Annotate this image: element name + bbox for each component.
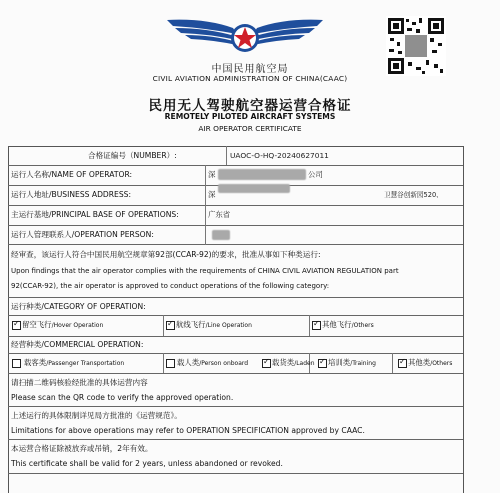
row-divider <box>8 353 463 354</box>
row-divider <box>8 373 463 374</box>
row-divider <box>8 473 463 474</box>
caac-wings-logo-icon <box>165 14 325 60</box>
validity-note-en: This certificate shall be valid for 2 years, unless abandoned or revoked. <box>11 459 283 468</box>
redacted-area <box>212 230 230 240</box>
business-address-suffix: 卫慧谷创新园520、 <box>384 191 443 199</box>
approval-statement-en-1: Upon findings that the air operator complies with the requirements of CHINA CIVIL AVIATION REGULATION part <box>11 267 399 275</box>
principal-base-label: 主运行基地/PRINCIPAL BASE OF OPERATIONS: <box>11 210 179 219</box>
qr-note-en: Please scan the QR code to verify the approved operation. <box>11 393 234 402</box>
commercial-option-label: 培训类/Training <box>328 358 376 367</box>
category-option-label: 航线飞行/Line Operation <box>176 320 252 329</box>
checkbox-passenger[interactable] <box>12 359 21 368</box>
row-divider <box>8 336 463 337</box>
row-divider <box>8 439 463 440</box>
row-divider <box>8 406 463 407</box>
column-divider <box>226 146 227 165</box>
authority-name-cn: 中国民用航空局 <box>211 64 289 75</box>
check-mark-icon: ✓ <box>167 319 174 328</box>
certificate-number-value: UAOC-O-HQ-20240627011 <box>230 151 329 160</box>
spec-note-en: Limitations for above operations may refer to OPERATION SPECIFICATION approved by CAAC. <box>11 426 365 435</box>
qr-code-icon[interactable] <box>386 16 446 76</box>
qr-note-cn: 请扫描二维码核验经批准的具体运营内容 <box>11 378 148 387</box>
category-option-label: 其他飞行/Others <box>322 320 374 329</box>
redacted-area <box>218 169 306 180</box>
business-address-prefix: 深 <box>208 190 216 199</box>
operator-name-suffix: 公司 <box>308 170 323 179</box>
row-divider <box>8 225 463 226</box>
operator-name-label: 运行人名称/NAME OF OPERATOR: <box>11 170 133 179</box>
spec-note-cn: 上述运行的具体限制详见局方批准的《运营规范》。 <box>11 411 182 420</box>
operator-name-prefix: 深 <box>208 170 216 179</box>
row-divider <box>8 165 463 166</box>
check-mark-icon: ✓ <box>313 319 320 328</box>
certificate-title-en-2: AIR OPERATOR CERTIFICATE <box>198 124 302 133</box>
category-option-label: 留空飞行/Hover Operation <box>22 320 104 329</box>
row-divider <box>8 244 463 245</box>
checkbox-person-onboard[interactable] <box>166 359 175 368</box>
checkbox-line-operation[interactable] <box>166 321 175 330</box>
certificate-number-label: 合格证编号（NUMBER）: <box>88 151 177 160</box>
checkbox-other-commercial[interactable] <box>398 359 407 368</box>
column-divider <box>309 315 310 336</box>
approval-statement-cn: 经审查，该运行人符合中国民用航空规章第92部(CCAR-92)的要求，批准从事如下种类运行: <box>11 250 321 259</box>
column-divider <box>163 353 164 373</box>
principal-base-value: 广东省 <box>208 210 231 219</box>
check-mark-icon: ✓ <box>319 357 326 366</box>
commercial-option-label: 其他类/Others <box>408 358 453 367</box>
redacted-area <box>218 184 290 193</box>
certificate-title-cn: 民用无人驾驶航空器运营合格证 <box>148 98 352 114</box>
row-divider <box>8 315 463 316</box>
validity-note-cn: 本运营合格证除被放弃或吊销，2年有效。 <box>11 444 153 453</box>
check-mark-icon: ✓ <box>13 319 20 328</box>
column-divider <box>205 165 206 245</box>
commercial-option-label: 载货类/Laden <box>272 358 315 367</box>
column-divider <box>163 315 164 336</box>
row-divider <box>8 297 463 298</box>
operation-person-label: 运行人管理联系人/OPERATION PERSON: <box>11 230 154 239</box>
category-label: 运行种类/CATEGORY OF OPERATION: <box>11 302 146 311</box>
checkbox-laden[interactable] <box>262 359 271 368</box>
authority-name-en: CIVIL AVIATION ADMINISTRATION OF CHINA(CAAC) <box>152 74 348 83</box>
check-mark-icon: ✓ <box>263 357 270 366</box>
row-divider <box>8 205 463 206</box>
column-divider <box>392 353 393 373</box>
commercial-option-label: 载人类/Person onboard <box>177 358 249 367</box>
certificate-title-en-1: REMOTELY PILOTED AIRCRAFT SYSTEMS <box>164 112 336 121</box>
checkbox-hover-operation[interactable] <box>12 321 21 330</box>
commercial-option-label: 载客类/Passenger Transportation <box>24 358 125 367</box>
checkbox-training[interactable] <box>318 359 327 368</box>
commercial-label: 经营种类/COMMERCIAL OPERATION: <box>11 340 144 349</box>
approval-statement-en-2: 92(CCAR-92), the air operator is approved to conduct operations of the following category: <box>11 282 330 290</box>
business-address-label: 运行人地址/BUSINESS ADDRESS: <box>11 190 132 199</box>
checkbox-other-operation[interactable] <box>312 321 321 330</box>
check-mark-icon: ✓ <box>399 357 406 366</box>
